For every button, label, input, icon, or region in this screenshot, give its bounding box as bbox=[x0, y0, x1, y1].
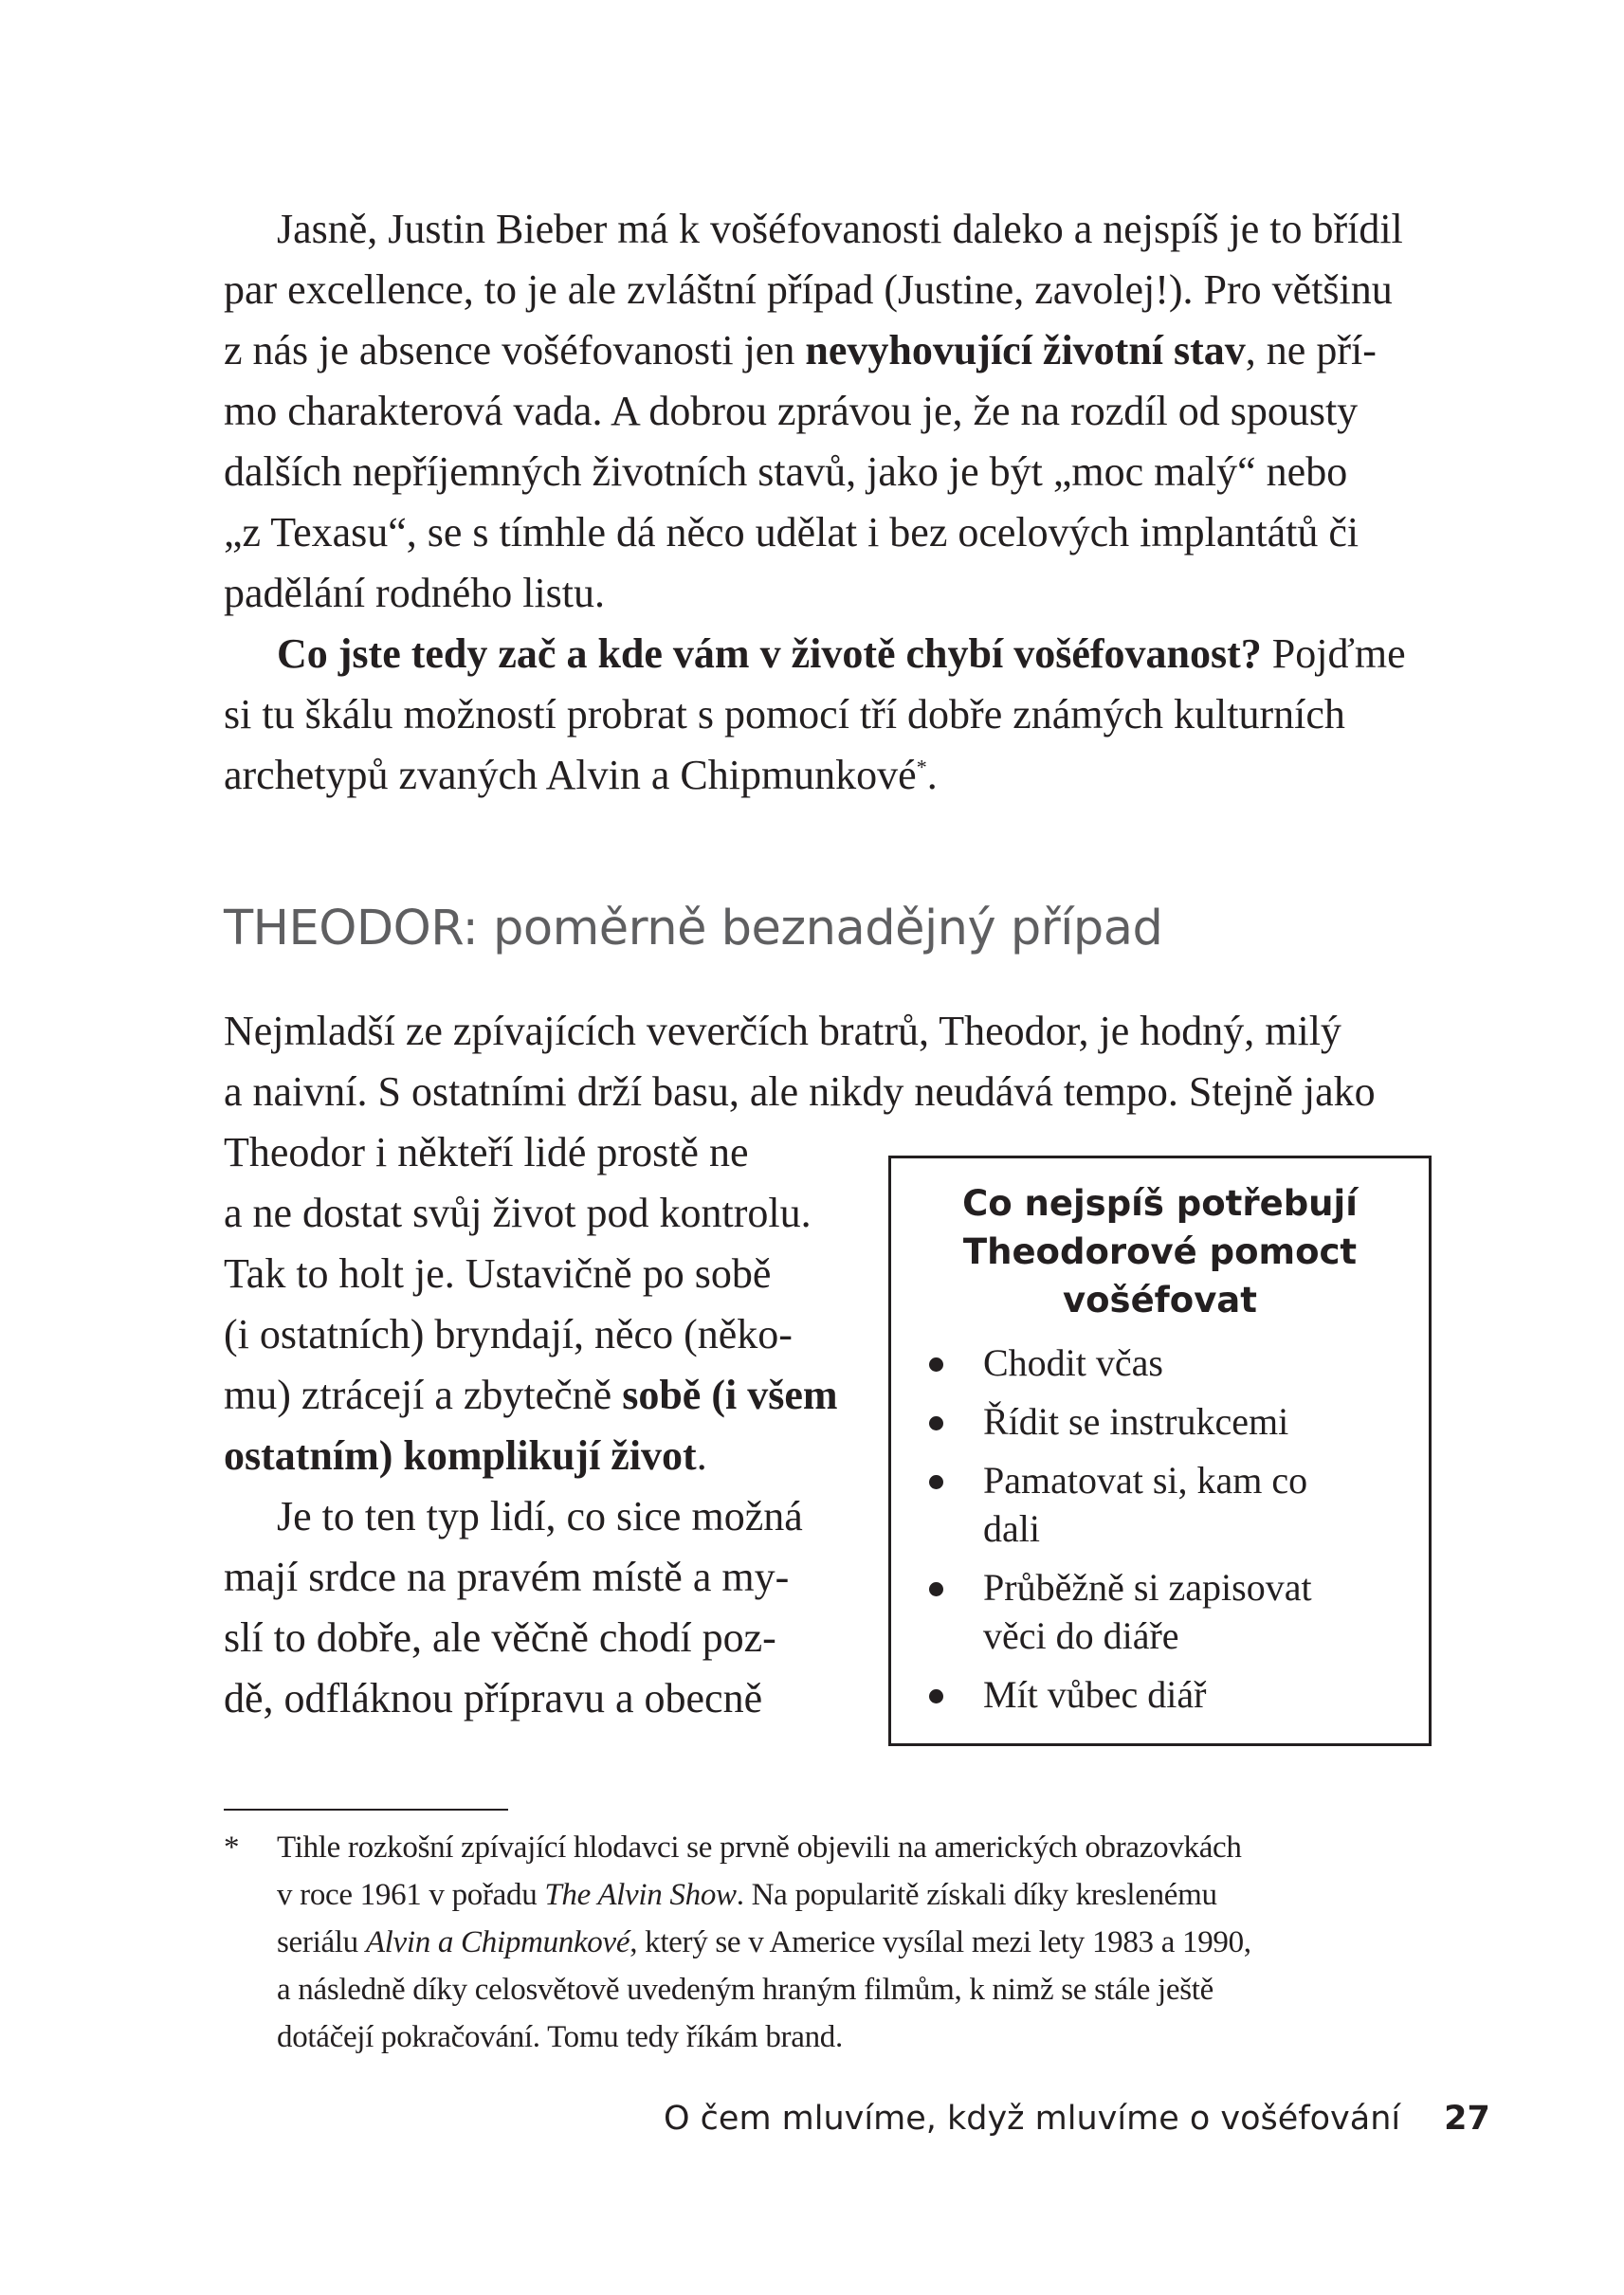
footnote-line: a následně díky celosvětově uvedeným hraným filmům, k nimž se stále ještě bbox=[277, 1973, 1213, 2007]
footnote-line: Tihle rozkošní zpívající hlodavci se prvně objevili na amerických obrazovkách bbox=[277, 1831, 1242, 1865]
text-line: Tak to holt je. Ustavičně po sobě bbox=[224, 1250, 772, 1297]
emphasis: sobě (i všem bbox=[622, 1372, 838, 1418]
footnote-divider bbox=[224, 1809, 508, 1811]
text-line: Co jste tedy zač a kde vám v životě chybí vošéfovanost? Pojďme bbox=[277, 630, 1406, 677]
footnote-line: dotáčejí pokračování. Tomu tedy říkám brand. bbox=[277, 2020, 843, 2054]
paragraph-question bbox=[224, 624, 1418, 806]
text-line: si tu škálu možností probrat s pomocí tří dobře známých kulturních bbox=[224, 691, 1345, 738]
text-line: Je to ten typ lidí, co sice možná bbox=[277, 1493, 803, 1539]
text-line: dalších nepříjemných životních stavů, jako je být „moc malý“ nebo bbox=[224, 448, 1348, 495]
emphasis: ostatním) komplikují život bbox=[224, 1432, 697, 1479]
footnote-line: v roce 1961 v pořadu The Alvin Show. Na popularitě získali díky kreslenému bbox=[277, 1878, 1217, 1912]
text-line: mají srdce na pravém místě a my- bbox=[224, 1554, 790, 1600]
emphasis: Co jste tedy zač a kde vám v životě chybí vošéfovanost? bbox=[277, 630, 1262, 677]
text-line: Nejmladší ze zpívajících veverčích bratrů, Theodor, je hodný, milý bbox=[224, 1008, 1341, 1054]
bullet-icon bbox=[929, 1475, 943, 1489]
paragraph-intro bbox=[224, 199, 1418, 624]
text-line: a ne dostat svůj život pod kontrolu. bbox=[224, 1190, 812, 1236]
running-title: O čem mluvíme, když mluvíme o vošéfování bbox=[664, 2100, 1401, 2138]
text-line: mu) ztrácejí a zbytečně sobě (i všem bbox=[224, 1372, 838, 1418]
text-line: (i ostatních) bryndají, něco (něko- bbox=[224, 1311, 793, 1357]
bullet-icon bbox=[929, 1582, 943, 1596]
text-line: archetypů zvaných Alvin a Chipmunkové*. bbox=[224, 752, 938, 798]
text-line: par excellence, to je ale zvláštní případ (Justine, zavolej!). Pro většinu bbox=[224, 266, 1393, 313]
text-line: slí to dobře, ale věčně chodí poz- bbox=[224, 1614, 776, 1661]
sidebar-title: Co nejspíš potřebují Theodorové pomoct vošéfovat bbox=[962, 1183, 1358, 1321]
footnote-line: seriálu Alvin a Chipmunkové, který se v Americe vysílal mezi lety 1983 a 1990, bbox=[277, 1925, 1251, 1959]
emphasis: nevyhovující životní stav bbox=[805, 327, 1246, 373]
list-item: Chodit včas bbox=[891, 1339, 1312, 1387]
list-item: Mít vůbec diář bbox=[891, 1670, 1312, 1719]
footnote-reference[interactable]: * bbox=[916, 755, 927, 779]
sidebar-list bbox=[891, 1339, 1312, 1729]
page-number: 27 bbox=[1444, 2100, 1490, 2138]
text-line: Theodor i někteří lidé prostě ne bbox=[224, 1129, 749, 1175]
section-heading: THEODOR: poměrně beznadějný případ bbox=[224, 901, 1163, 956]
text-line: z nás je absence vošéfovanosti jen nevyhovující životní stav, ne pří- bbox=[224, 327, 1377, 373]
list-item: Pamatovat si, kam co dali bbox=[891, 1456, 1312, 1553]
bullet-icon bbox=[929, 1357, 943, 1372]
text-line: a naivní. S ostatními drží basu, ale nikdy neudává tempo. Stejně jako bbox=[224, 1068, 1376, 1115]
list-item: Průběžně si zapisovat věci do diáře bbox=[891, 1563, 1312, 1660]
footnote bbox=[277, 1824, 1251, 2061]
text-line: mo charakterová vada. A dobrou zprávou je, že na rozdíl od spousty bbox=[224, 388, 1359, 434]
list-item: Řídit se instrukcemi bbox=[891, 1397, 1312, 1446]
text-line: dě, odfláknou přípravu a obecně bbox=[224, 1675, 763, 1721]
text-line: padělání rodného listu. bbox=[224, 570, 606, 616]
bullet-icon bbox=[929, 1416, 943, 1430]
text-line: „z Texasu“, se s tímhle dá něco udělat i bez ocelových implantátů či bbox=[224, 509, 1359, 556]
text-line: ostatním) komplikují život. bbox=[224, 1432, 707, 1479]
footnote-marker: * bbox=[224, 1831, 240, 1865]
sidebar-box bbox=[888, 1156, 1432, 1746]
text-line: Jasně, Justin Bieber má k vošéfovanosti daleko a nejspíš je to břídil bbox=[277, 206, 1403, 252]
bullet-icon bbox=[929, 1689, 943, 1703]
page-footer bbox=[664, 2095, 1490, 2142]
